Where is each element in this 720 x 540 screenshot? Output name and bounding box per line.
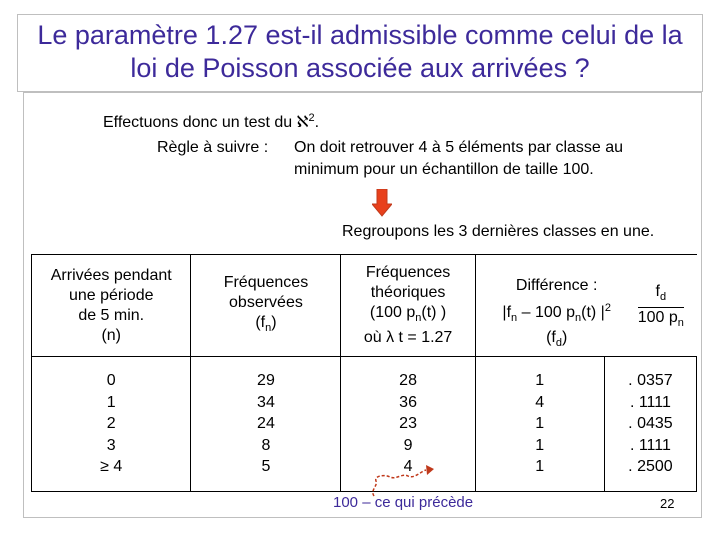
superscript: 2 [604,301,611,314]
cell-ratio: . 1111 [629,436,671,454]
header-theoretical-line: Fréquences [365,264,451,281]
cell-n: 1 [106,393,116,411]
rule-label: Règle à suivre : [157,139,269,156]
cell-ratio: . 2500 [628,458,673,476]
header-arrivals [32,255,191,357]
cell-ratio: . 1111 [629,393,671,411]
cell-observed: 24 [257,415,275,433]
intro-label: Effectuons donc un test du [103,114,297,131]
lambda-symbol: λ [386,329,395,346]
frequency-table [31,254,697,492]
cell-n: 0 [106,372,116,390]
header-text: f [655,282,660,300]
header-text: – 100 p [517,303,575,321]
wavy-pointer-arrow-icon [368,462,438,498]
header-text: |f [502,303,512,321]
cell-n: ≥ 4 [100,458,123,476]
header-text: (t) | [581,303,605,321]
header-observed [191,255,341,357]
down-arrow-icon [372,189,392,217]
cell-difference: 4 [535,393,545,411]
header-difference-inner [476,256,697,356]
header-difference [475,255,696,357]
cell-difference: 1 [535,372,545,390]
header-arrivals-line: de 5 min. [78,306,145,324]
header-text: (100 p [369,304,416,321]
fraction-denominator [638,308,684,333]
header-theoretical-line: théoriques [370,284,446,301]
header-observed-line: Fréquences [223,274,309,291]
cell-observed: 5 [261,458,271,476]
cell-difference: 1 [535,415,545,433]
cell-theoretical: 36 [399,393,417,411]
cell-n: 3 [106,436,116,454]
header-theoretical [341,255,475,357]
cell-difference: 1 [535,436,545,454]
header-text: où [363,329,387,346]
rule-line-1: On doit retrouver 4 à 5 éléments par classe au [294,139,624,156]
title-line-1: Le paramètre 1.27 est-il admissible comme celui de la [37,20,683,50]
header-arrivals-line: une période [68,286,154,304]
aleph-symbol: ℵ [296,114,309,131]
header-difference-text [482,276,632,353]
subscript: n [415,312,422,324]
column-ratio [604,357,696,492]
intro-end: . [314,114,320,131]
cell-observed: 34 [257,393,275,411]
fraction-numerator [638,282,684,308]
cell-theoretical: 23 [399,415,417,433]
cell-theoretical: 4 [403,458,413,476]
subscript: n [511,311,518,324]
header-theoretical-line [341,303,474,328]
cell-theoretical: 9 [403,436,413,454]
cell-n: 2 [106,415,116,433]
column-observed [191,357,341,492]
header-observed-line [191,313,340,338]
column-difference [475,357,604,492]
subscript: d [659,290,667,303]
header-text: 100 p [637,308,678,326]
table-header-row [32,255,697,357]
header-text: t = 1.27 [394,329,453,346]
column-arrivals [32,357,191,492]
table-body-row [32,357,697,492]
regroup-text: Regroupons les 3 dernières classes en une. [342,223,655,240]
rule-line-2: minimum pour un échantillon de taille 100. [294,161,594,178]
subscript: n [574,311,582,324]
cell-ratio: . 0357 [628,372,673,390]
header-difference-line: Différence : [515,276,598,294]
cell-observed: 29 [257,372,275,390]
header-observed-line: observées [229,294,303,311]
ratio-fraction [638,282,684,333]
subscript: d [555,336,562,349]
intro-power: 2 [308,112,315,124]
remainder-note: 100 – ce qui précède [333,494,474,511]
title-line-2: loi de Poisson associée aux arrivées ? [130,53,590,83]
page-number: 22 [660,496,675,511]
cell-ratio: . 0435 [628,415,673,433]
cell-theoretical: 28 [399,372,417,390]
header-text: ) [561,328,568,346]
title-box [17,14,703,92]
header-text: (t) ) [421,304,447,321]
header-text: (f [255,314,266,331]
header-theoretical-line [341,328,474,348]
subscript: n [265,322,272,334]
header-text: (f [546,328,556,346]
header-arrivals-line: (n) [101,326,121,344]
header-text: ) [271,314,277,331]
header-arrivals-line: Arrivées pendant [50,266,172,284]
cell-difference: 1 [535,458,545,476]
header-difference-line [482,298,632,328]
header-difference-line [482,328,632,353]
cell-observed: 8 [261,436,271,454]
intro-text [103,108,319,133]
subscript: n [677,316,684,329]
